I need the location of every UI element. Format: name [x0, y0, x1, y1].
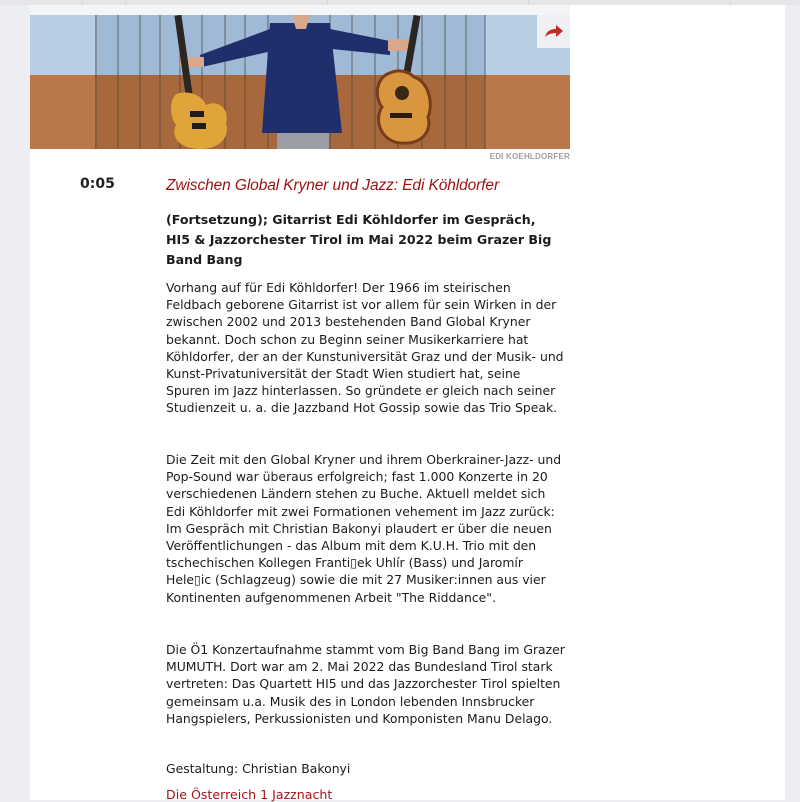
- broadcast-time: 0:05: [80, 176, 115, 192]
- program-title: Zwischen Global Kryner und Jazz: Edi Köhldorfer: [166, 177, 500, 194]
- description-paragraph-2: Die Zeit mit den Global Kryner und ihrem Oberkrainer-Jazz- und Pop-Sound war überaus erfolgreich; fast 1.000 Konzerte in 20 verschiedenen Ländern stehen zu Buche. Aktuell meldet sich Edi Köhldorfer mit zwei Formationen vehement im Jazz zurück: Im Gespräch mit Christian Bakonyi plaudert er über die neuen Veröffentlichungen - das Album mit dem K.U.H. Trio mit den tschechischen Kollegen Franti▯ek Uhlír (Bass) und Jaromír Hele▯ic (Schlagzeug) sowie die mit 27 Musiker:innen aus vier Kontinenten aufgenommenen Arbeit "The Riddance".: [166, 452, 562, 605]
- content-header-strip: [30, 5, 570, 15]
- description-paragraph-3: Die Ö1 Konzertaufnahme stammt vom Big Band Bang im Grazer MUMUTH. Dort war am 2. Mai 2022 das Bundesland Tirol stark vertreten: Das Quartett HI5 und das Jazzorchester Tirol spielten gemeinsam u.a. Musik des in London lebenden Innsbrucker Hangspielers, Perkussionisten und Komponisten Manu Delago.: [166, 642, 565, 726]
- share-button[interactable]: [537, 15, 570, 48]
- program-subtitle: (Fortsetzung); Gitarrist Edi Köhldorfer im Gespräch, HI5 & Jazzorchester Tirol im Mai 2022 beim Grazer Big Band Bang: [166, 212, 552, 267]
- hero-image: [30, 15, 570, 149]
- right-sidebar: [570, 5, 785, 800]
- description-paragraph-1: Vorhang auf für Edi Köhldorfer! Der 1966 im steirischen Feldbach geborene Gitarrist ist vor allem für sein Wirken in der zwischen 2002 und 2013 bestehenden Band Global Kryner bekannt. Doch schon zu Beginn seiner Musikerkarriere hat Köhldorfer, der an der Kunstuniversität Graz und der Musik- und Kunst-Privatuniversität der Stadt Wien studiert hat, seine Spuren im Jazz hinterlassen. So gründete er gleich nach seiner Studienzeit u. a. die Jazzband Hot Gossip sowie das Trio Speak.: [166, 280, 564, 416]
- production-credit: Gestaltung: Christian Bakonyi: [166, 761, 351, 776]
- share-arrow-icon: [544, 24, 564, 40]
- next-program-link[interactable]: Die Österreich 1 Jazznacht: [166, 787, 333, 802]
- guitarist-photo: [30, 15, 570, 149]
- program-content: [30, 5, 570, 800]
- photo-credit: EDI KOEHLDORFER: [489, 152, 570, 161]
